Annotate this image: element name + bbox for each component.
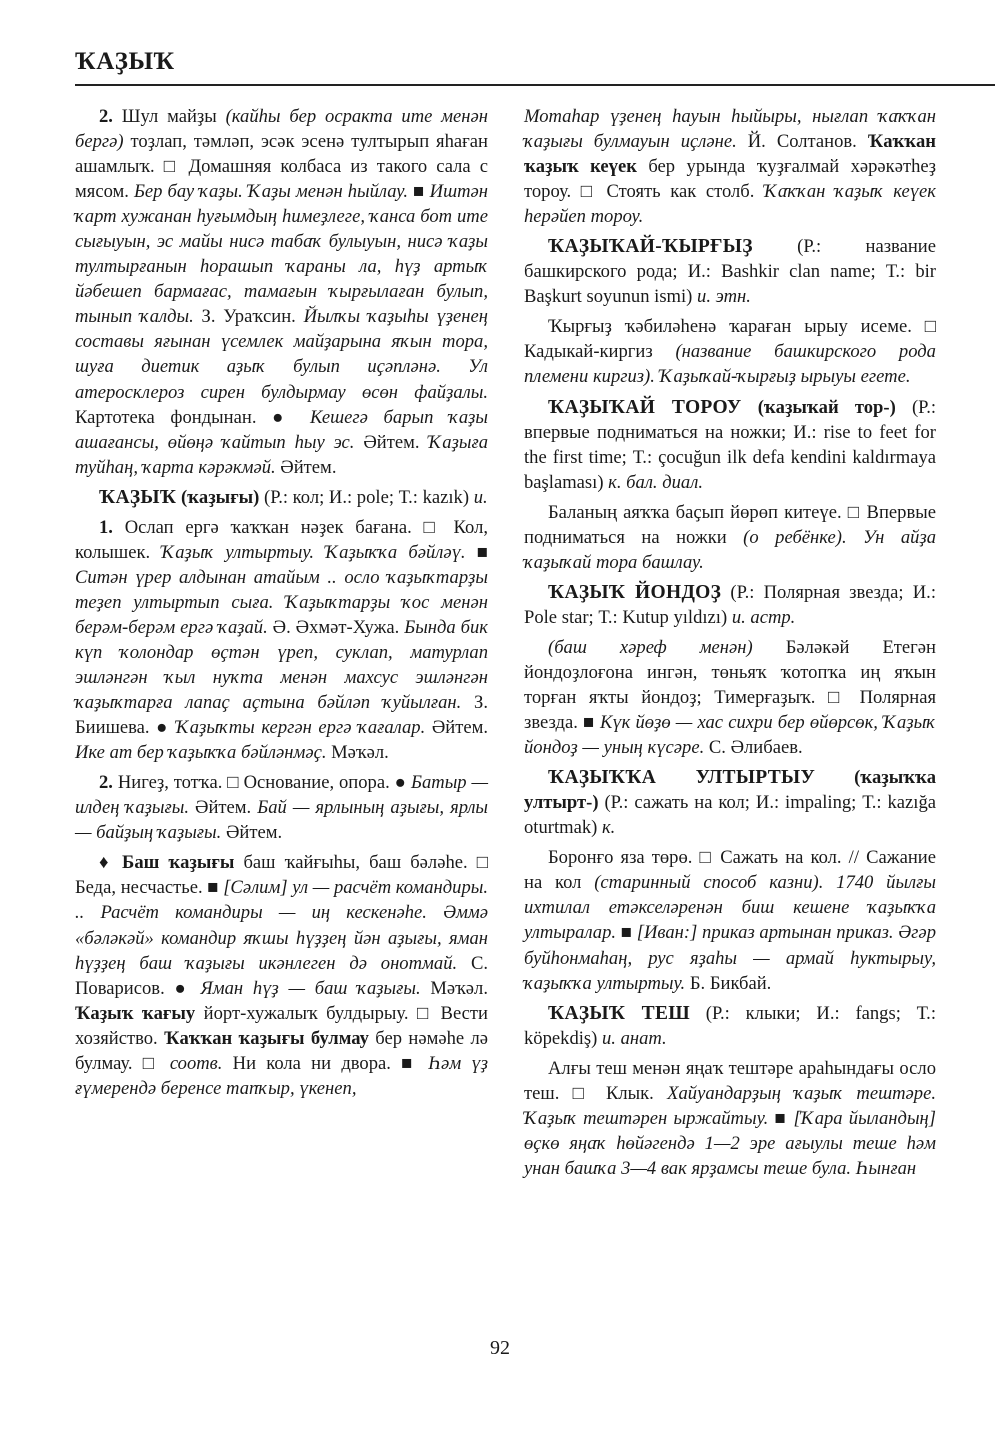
body-text: (Р.: клыки; И.: fangs; Т.: köpekdiş) bbox=[524, 1002, 936, 1049]
body-text: Нигеҙ, тотҡа. □ Основание, опора. ● bbox=[117, 772, 411, 794]
italic-text: (о ребёнке). Ун айҙа ҡаҙыҡай тора башлау. bbox=[524, 526, 936, 573]
headword: ҠАҘЫҠҠА УЛТЫРТЫУ bbox=[548, 767, 816, 789]
body-text: Әйтем. bbox=[275, 456, 337, 478]
body-text: Ҡырғыҙ ҡәбиләһенә ҡараған ырыу исеме. □ Кадыкай-киргиз bbox=[524, 316, 936, 363]
dictionary-paragraph bbox=[75, 485, 488, 510]
body-text: ■ bbox=[616, 922, 637, 944]
dictionary-paragraph bbox=[524, 104, 936, 229]
italic-text: [Иван:] приказ артынан приказ. Әгәр буйһонмаһаң, рус яҙаһы — армай һуктырыу, ҡаҙыҡҡа ултыртыу. bbox=[524, 922, 936, 994]
body-text: Б. Бикбай. bbox=[685, 972, 772, 994]
body-text: Мәҡәл. bbox=[420, 977, 488, 999]
italic-text: (старинный способ казни). 1740 йылғы ихтилал етәкселәренән биш кешене ҡаҙыҡҡа ултыралар. bbox=[524, 872, 936, 944]
running-head: ҠАҘЫҠ bbox=[75, 48, 995, 86]
dictionary-paragraph bbox=[524, 500, 936, 575]
page-header bbox=[75, 48, 995, 86]
italic-text: (название башкирского рода племени киргиз). Ҡаҙыҡай-ҡырғыҙ ырыуы егете. bbox=[524, 341, 936, 388]
body-text: Бәләкәй Етегән йондоҙлоғона ингән, төньяҡ ҡотопҡа иң яҡын торған яҡты йондоҙ; Тимерғаҙыҡ. □ Полярная звезда. ■ bbox=[524, 636, 937, 734]
bold-phrase: Ҡаҡҡан ҡаҙыҡ кеүек bbox=[524, 131, 936, 178]
italic-text: Һәм үҙ ғүмерендә беренсе тапҡыр, үкенеп, bbox=[75, 1052, 488, 1099]
dictionary-paragraph bbox=[75, 515, 488, 765]
dictionary-paragraph bbox=[524, 314, 936, 389]
dictionary-paragraph bbox=[524, 1056, 936, 1181]
body-text: тоҙлап, тәмләп, эсәк эсенә тултырып яһаған ашамлыҡ. □ Домашняя колбаса из такого сала с мясом. bbox=[75, 131, 488, 203]
body-text: Ә. Әхмәт-Хужа. bbox=[267, 616, 405, 638]
italic-text: [Ҡара йыландың] өҫкө яңаҡ һөйәгендә 1—2 эре ағыулы теше һәм унан башҡа 3—4 вак ярҙамсы теше була. Һынған bbox=[524, 1107, 936, 1179]
italic-text: Бер бау ҡаҙы. Ҡаҙы менән һыйлау. bbox=[133, 181, 408, 203]
body-text: бер урында ҡуҙғалмай хәрәкәтһеҙ тороу. □ Стоять как столб. bbox=[524, 156, 936, 203]
body-text: Әйтем. bbox=[189, 797, 258, 819]
italic-text: (баш хәреф менән) bbox=[548, 636, 753, 658]
italic-text: Яман һүҙ — баш ҡаҙығы. bbox=[200, 977, 421, 999]
dictionary-paragraph bbox=[524, 234, 936, 309]
headword: ҠАҘЫҠ bbox=[99, 486, 177, 508]
dictionary-paragraph bbox=[524, 395, 936, 495]
italic-text: Күк йөҙө — хас сихри бер өйөрсөк, Ҡаҙыҡ йондоҙ — уның күсәре. bbox=[524, 712, 936, 759]
italic-text: Батыр — илдең ҡаҙығы. bbox=[75, 772, 489, 819]
headword: ҠАҘЫҠ ТЕШ bbox=[548, 1002, 690, 1024]
italic-text: Хайуандарҙың ҡаҙыҡ тештәре. Ҡаҙыҡ тештәрен ыржайтыу. bbox=[524, 1082, 936, 1129]
bold-phrase: Ҡаҡҡан ҡаҙығы булмау bbox=[164, 1027, 369, 1049]
headword: ҠАҘЫҠ ЙОНДОҘ bbox=[548, 581, 722, 603]
italic-text: Ҡаҙыҡты кергән ергә ҡағалар. bbox=[175, 717, 426, 739]
body-text: С. Поварисов. ● bbox=[75, 952, 488, 999]
body-text: (Р.: кол; И.: pole; Т.: kazık) bbox=[259, 486, 474, 508]
body-text: Боронғо яза төрө. □ Сажать на кол. // Сажание на кол bbox=[524, 847, 936, 894]
headword: ҠАҘЫҠАЙ-ҠЫРҒЫҘ bbox=[548, 236, 753, 258]
body-text: Мәҡәл. bbox=[326, 742, 389, 764]
body-text: Алғы теш менән яңаҡ тештәре араһындағы осло теш. □ Клык. bbox=[524, 1057, 936, 1104]
body-text: Шул майҙы bbox=[121, 106, 226, 127]
italic-text: Бында бик күп ҡолондар өҫтән үреп, суклап, матурлап эшләнгән ҡыл нуҡта менән махсус эшләнгән ҡаҙыҡтарға лапаҫ аҫтына бәйләп ҡуйылған. bbox=[75, 616, 488, 714]
italic-text: Бай — ярлының аҙығы, ярлы — байҙың ҡаҙығы. bbox=[75, 797, 489, 844]
body-text: Картотека фондынан. ● bbox=[75, 406, 310, 428]
bold-phrase: ♦ Баш ҡаҙығы bbox=[99, 852, 235, 874]
body-text: (Р.: Полярная звезда; И.: Pole star; Т.: Kutup yıldızı) bbox=[524, 581, 936, 628]
italic-text: и. bbox=[473, 486, 488, 508]
body-text: З. Ураҡсин. bbox=[193, 306, 304, 328]
body-text: йорт-хужалыҡ булдырыу. □ Вести хозяйство. bbox=[75, 1002, 488, 1049]
body-text: Әйтем. bbox=[354, 431, 429, 453]
body-text: Әйтем. bbox=[425, 717, 488, 739]
bold-phrase: 2. bbox=[99, 106, 122, 127]
bold-phrase: 1. bbox=[99, 516, 125, 538]
dictionary-paragraph bbox=[75, 850, 488, 1100]
body-text: С. Әлибаев. bbox=[704, 737, 803, 759]
italic-text: и. астр. bbox=[731, 606, 796, 628]
italic-text: Йылҡы ҡаҙыһы үҙенең составы яғынан үсемлек майҙарына яҡын тора, шуға диетик аҙыҡ булып иҫәпләнә. Ул атеросклероз сирен булдырмау өсөн файҙалы. bbox=[75, 306, 489, 403]
bold-phrase: (ҡаҙығы) bbox=[176, 486, 260, 508]
italic-text: Ҡаҙыға туйһаң, ҡарта кәрәкмәй. bbox=[75, 431, 488, 478]
body-text: ■ bbox=[465, 541, 488, 563]
dictionary-paragraph bbox=[75, 104, 488, 480]
body-text: Баланың аяҡҡа баҫып йөрөп китеүе. □ Впервые подниматься на ножки bbox=[524, 501, 936, 548]
dictionary-paragraph bbox=[524, 765, 936, 840]
italic-text: к. bbox=[601, 817, 616, 839]
body-text: ■ bbox=[408, 181, 430, 203]
page-number: 92 bbox=[490, 1337, 510, 1359]
bold-phrase: (ҡаҙыҡай тор-) bbox=[741, 396, 896, 418]
dictionary-paragraph bbox=[524, 635, 936, 760]
italic-text: и. этн. bbox=[697, 286, 751, 308]
italic-text: Ҡаҙыҡ ултыртыу. Ҡаҙыҡҡа бәйләү. bbox=[161, 541, 466, 563]
italic-text: Ике ат бер ҡаҙыҡҡа бәйләнмәҫ. bbox=[75, 742, 327, 764]
italic-text: (кайһы бер осракта ите менән бергә) bbox=[75, 106, 489, 153]
left-column bbox=[75, 104, 488, 1106]
dictionary-paragraph bbox=[524, 1001, 936, 1051]
body-text: Й. Солтанов. bbox=[736, 131, 868, 153]
dictionary-paragraph bbox=[75, 770, 488, 845]
italic-text: Ҡаҡҡан ҡаҙыҡ кеүек һерәйеп тороу. bbox=[524, 181, 937, 228]
body-text: ■ bbox=[768, 1107, 794, 1129]
body-text: З. Биишева. ● bbox=[75, 692, 488, 739]
headword: ҠАҘЫҠАЙ ТОРОУ bbox=[548, 396, 742, 418]
body-text: Ослап ергә ҡаҡҡан нәҙек бағана. □ Кол, колышек. bbox=[75, 516, 489, 563]
body-text: баш ҡайғыһы, баш бәләһе. □ Беда, несчастье. ■ bbox=[75, 852, 488, 899]
body-text: (Р.: сажать на кол; И.: impaling; Т.: kazığa oturtmak) bbox=[524, 792, 936, 839]
body-text: бер нәмәһе лә булмау. □ bbox=[75, 1027, 489, 1074]
dictionary-paragraph bbox=[524, 580, 936, 630]
dictionary-paragraph bbox=[524, 845, 936, 995]
right-column bbox=[524, 104, 936, 1186]
italic-text: Иштән ҡарт хужанан һуғымдың һимеҙлеге, ҡанса бот ите сығыуын, эс майы нисә табаҡ булыуын, нисә ҡаҙы тултырғанын һорашып ҡараны ла, һүҙ артыҡ йәбешеп бармағас, тамағын ҡырғылаған булып, тынып ҡалды. bbox=[75, 181, 489, 328]
bold-phrase: Ҡаҙыҡ ҡағыу bbox=[75, 1002, 196, 1024]
bold-phrase: 2. bbox=[99, 772, 118, 794]
italic-text: и. анат. bbox=[601, 1027, 667, 1049]
body-text: (Р.: впервые подниматься на ножки; И.: rise to feet for the first time; Т.: çocuğun ilk defa kendini kaldırmaya başlaması) bbox=[524, 396, 937, 493]
italic-text: Мотаһар үҙенең һауын һыйыры, нығлап ҡаҡҡан ҡаҙығы булмауын иҫләне. bbox=[524, 106, 936, 153]
body-text: (Р.: название башкирского рода; И.: Bashkir clan name; Т.: bir Başkurt soyunun ismi) bbox=[524, 236, 936, 308]
italic-text: соотв. bbox=[169, 1052, 223, 1074]
body-text: Ни кола ни двора. ■ bbox=[222, 1052, 429, 1074]
bold-phrase: (ҡаҙыҡҡа ултырт-) bbox=[524, 767, 937, 814]
italic-text: [Сәлим] ул — расчёт командиры. .. Расчёт командиры — иң кескенәһе. Әммә «бәләкәй» командир яҡшы һүҙҙең йән аҙығы, яман һүҙҙең баш ҡаҙығы икәнлеген дә онотмай. bbox=[75, 877, 488, 974]
italic-text: Ситән үрер алдынан атайым .. осло ҡаҙыҡтарҙы теҙеп ултыртып сыға. Ҡаҙыҡтарҙы ҡос менән берәм-берәм ергә ҡаҙай. bbox=[75, 566, 488, 638]
italic-text: к. бал. диал. bbox=[608, 471, 703, 493]
body-text: Әйтем. bbox=[221, 822, 283, 844]
italic-text: Кешегә барып ҡаҙы ашағансы, өйөңә ҡайтып һыу эс. bbox=[75, 406, 488, 453]
